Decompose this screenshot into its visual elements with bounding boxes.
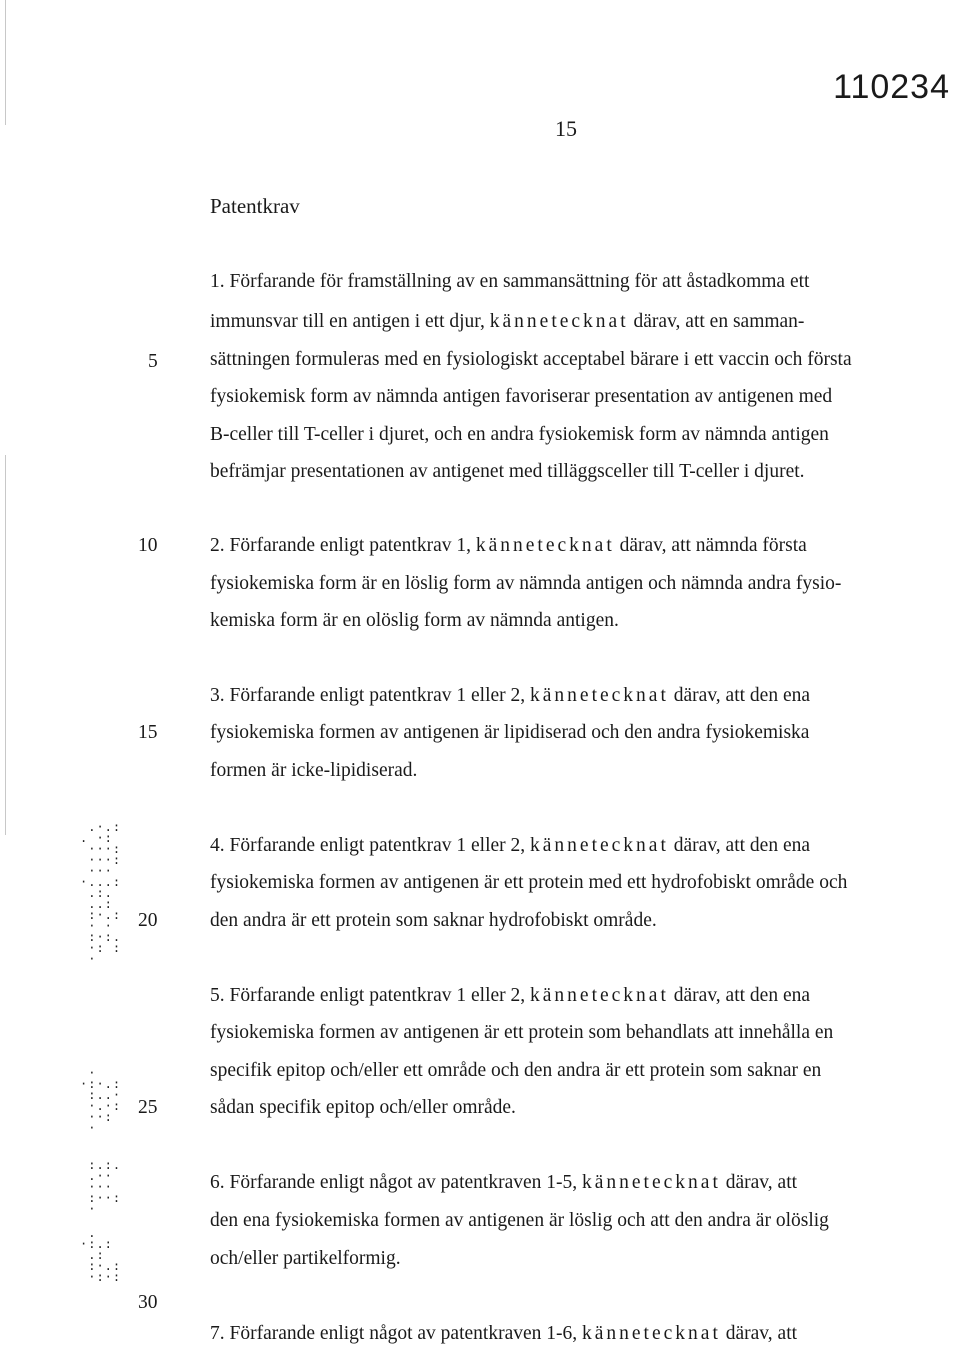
document-number: 110234: [833, 68, 950, 106]
text-line: sättningen formuleras med en fysiologiskt acceptabel bärare i ett vaccin och första: [210, 349, 852, 370]
emphasis-term: kännetecknat: [582, 1172, 721, 1193]
text-line: fysiokemiska formen av antigenen är lipidiserad och den andra fysiokemiska: [210, 722, 810, 743]
text-line: fysiokemiska form är en löslig form av nämnda antigen och nämnda andra fysio-: [210, 573, 842, 594]
line-number: 15: [138, 722, 158, 743]
line-number: 10: [138, 535, 158, 556]
text-line: immunsvar till en antigen i ett djur, kännetecknat därav, att en samman-: [210, 311, 805, 332]
text-line: 5. Förfarande enligt patentkrav 1 eller 2, kännetecknat därav, att den ena: [210, 985, 811, 1006]
margin-dot-pattern: · ·:·.: :..· ·.·: ··: ·: [80, 1066, 122, 1135]
text-line: 4. Förfarande enligt patentkrav 1 eller 2, kännetecknat därav, att den ena: [210, 835, 811, 856]
text-line: formen är icke-lipidiserad.: [210, 760, 418, 781]
page-number: 15: [555, 116, 577, 141]
line-number: 30: [138, 1292, 158, 1313]
text-line: den andra är ett protein som saknar hydrofobiskt område.: [210, 910, 657, 931]
emphasis-term: kännetecknat: [489, 311, 629, 332]
text-line: B-celler till T-celler i djuret, och en andra fysiokemisk form av nämnda antigen: [210, 424, 829, 445]
line-number: 5: [148, 351, 158, 372]
text-line: specifik epitop och/eller ett område och den andra är ett protein som saknar en: [210, 1060, 822, 1081]
emphasis-term: kännetecknat: [530, 835, 669, 856]
line-number: 25: [138, 1097, 158, 1118]
text-line: befrämjar presentationen av antigenet med tilläggsceller till T-celler i djuret.: [210, 461, 805, 482]
text-line: 6. Förfarande enligt något av patentkraven 1-5, kännetecknat därav, att: [210, 1172, 798, 1193]
page-heading: Patentkrav: [210, 194, 300, 218]
text-line: fysiokemisk form av nämnda antigen favoriserar presentation av antigenen med: [210, 386, 833, 407]
text-line: den ena fysiokemiska formen av antigenen är löslig och att den andra är olöslig: [210, 1210, 829, 1231]
scan-edge-line: [5, 0, 6, 125]
scan-edge-line: [5, 455, 6, 835]
emphasis-term: kännetecknat: [475, 535, 615, 556]
margin-dot-pattern: .·.: . ·: ···: ···: ··· ·...: .:. ..: :·.: · · :·:. ·: : ·: [80, 820, 122, 966]
text-line: fysiokemiska formen av antigenen är ett protein som behandlats att innehålla en: [210, 1022, 834, 1043]
emphasis-term: kännetecknat: [530, 985, 669, 1006]
margin-dot-pattern: :.:. .·· ··· :··: ·: [88, 1158, 122, 1216]
text-line: 3. Förfarande enligt patentkrav 1 eller 2, kännetecknat därav, att den ena: [210, 685, 811, 706]
line-number: 20: [138, 910, 158, 931]
text-line: sådan specifik epitop och/eller område.: [210, 1097, 516, 1118]
text-line: kemiska form är en olöslig form av nämnda antigen.: [210, 610, 619, 631]
text-line: 7. Förfarande enligt något av patentkraven 1-6, kännetecknat därav, att: [210, 1323, 798, 1344]
emphasis-term: kännetecknat: [582, 1323, 721, 1344]
margin-dot-pattern: . ·:.: .: :·.: ·:·:: [80, 1226, 122, 1284]
text-line: 2. Förfarande enligt patentkrav 1, kännetecknat därav, att nämnda första: [210, 535, 807, 556]
text-line: 1. Förfarande för framställning av en sammansättning för att åstadkomma ett: [210, 271, 810, 292]
text-line: fysiokemiska formen av antigenen är ett protein med ett hydrofobiskt område och: [210, 872, 848, 893]
text-line: och/eller partikelformig.: [210, 1248, 401, 1269]
emphasis-term: kännetecknat: [530, 685, 669, 706]
